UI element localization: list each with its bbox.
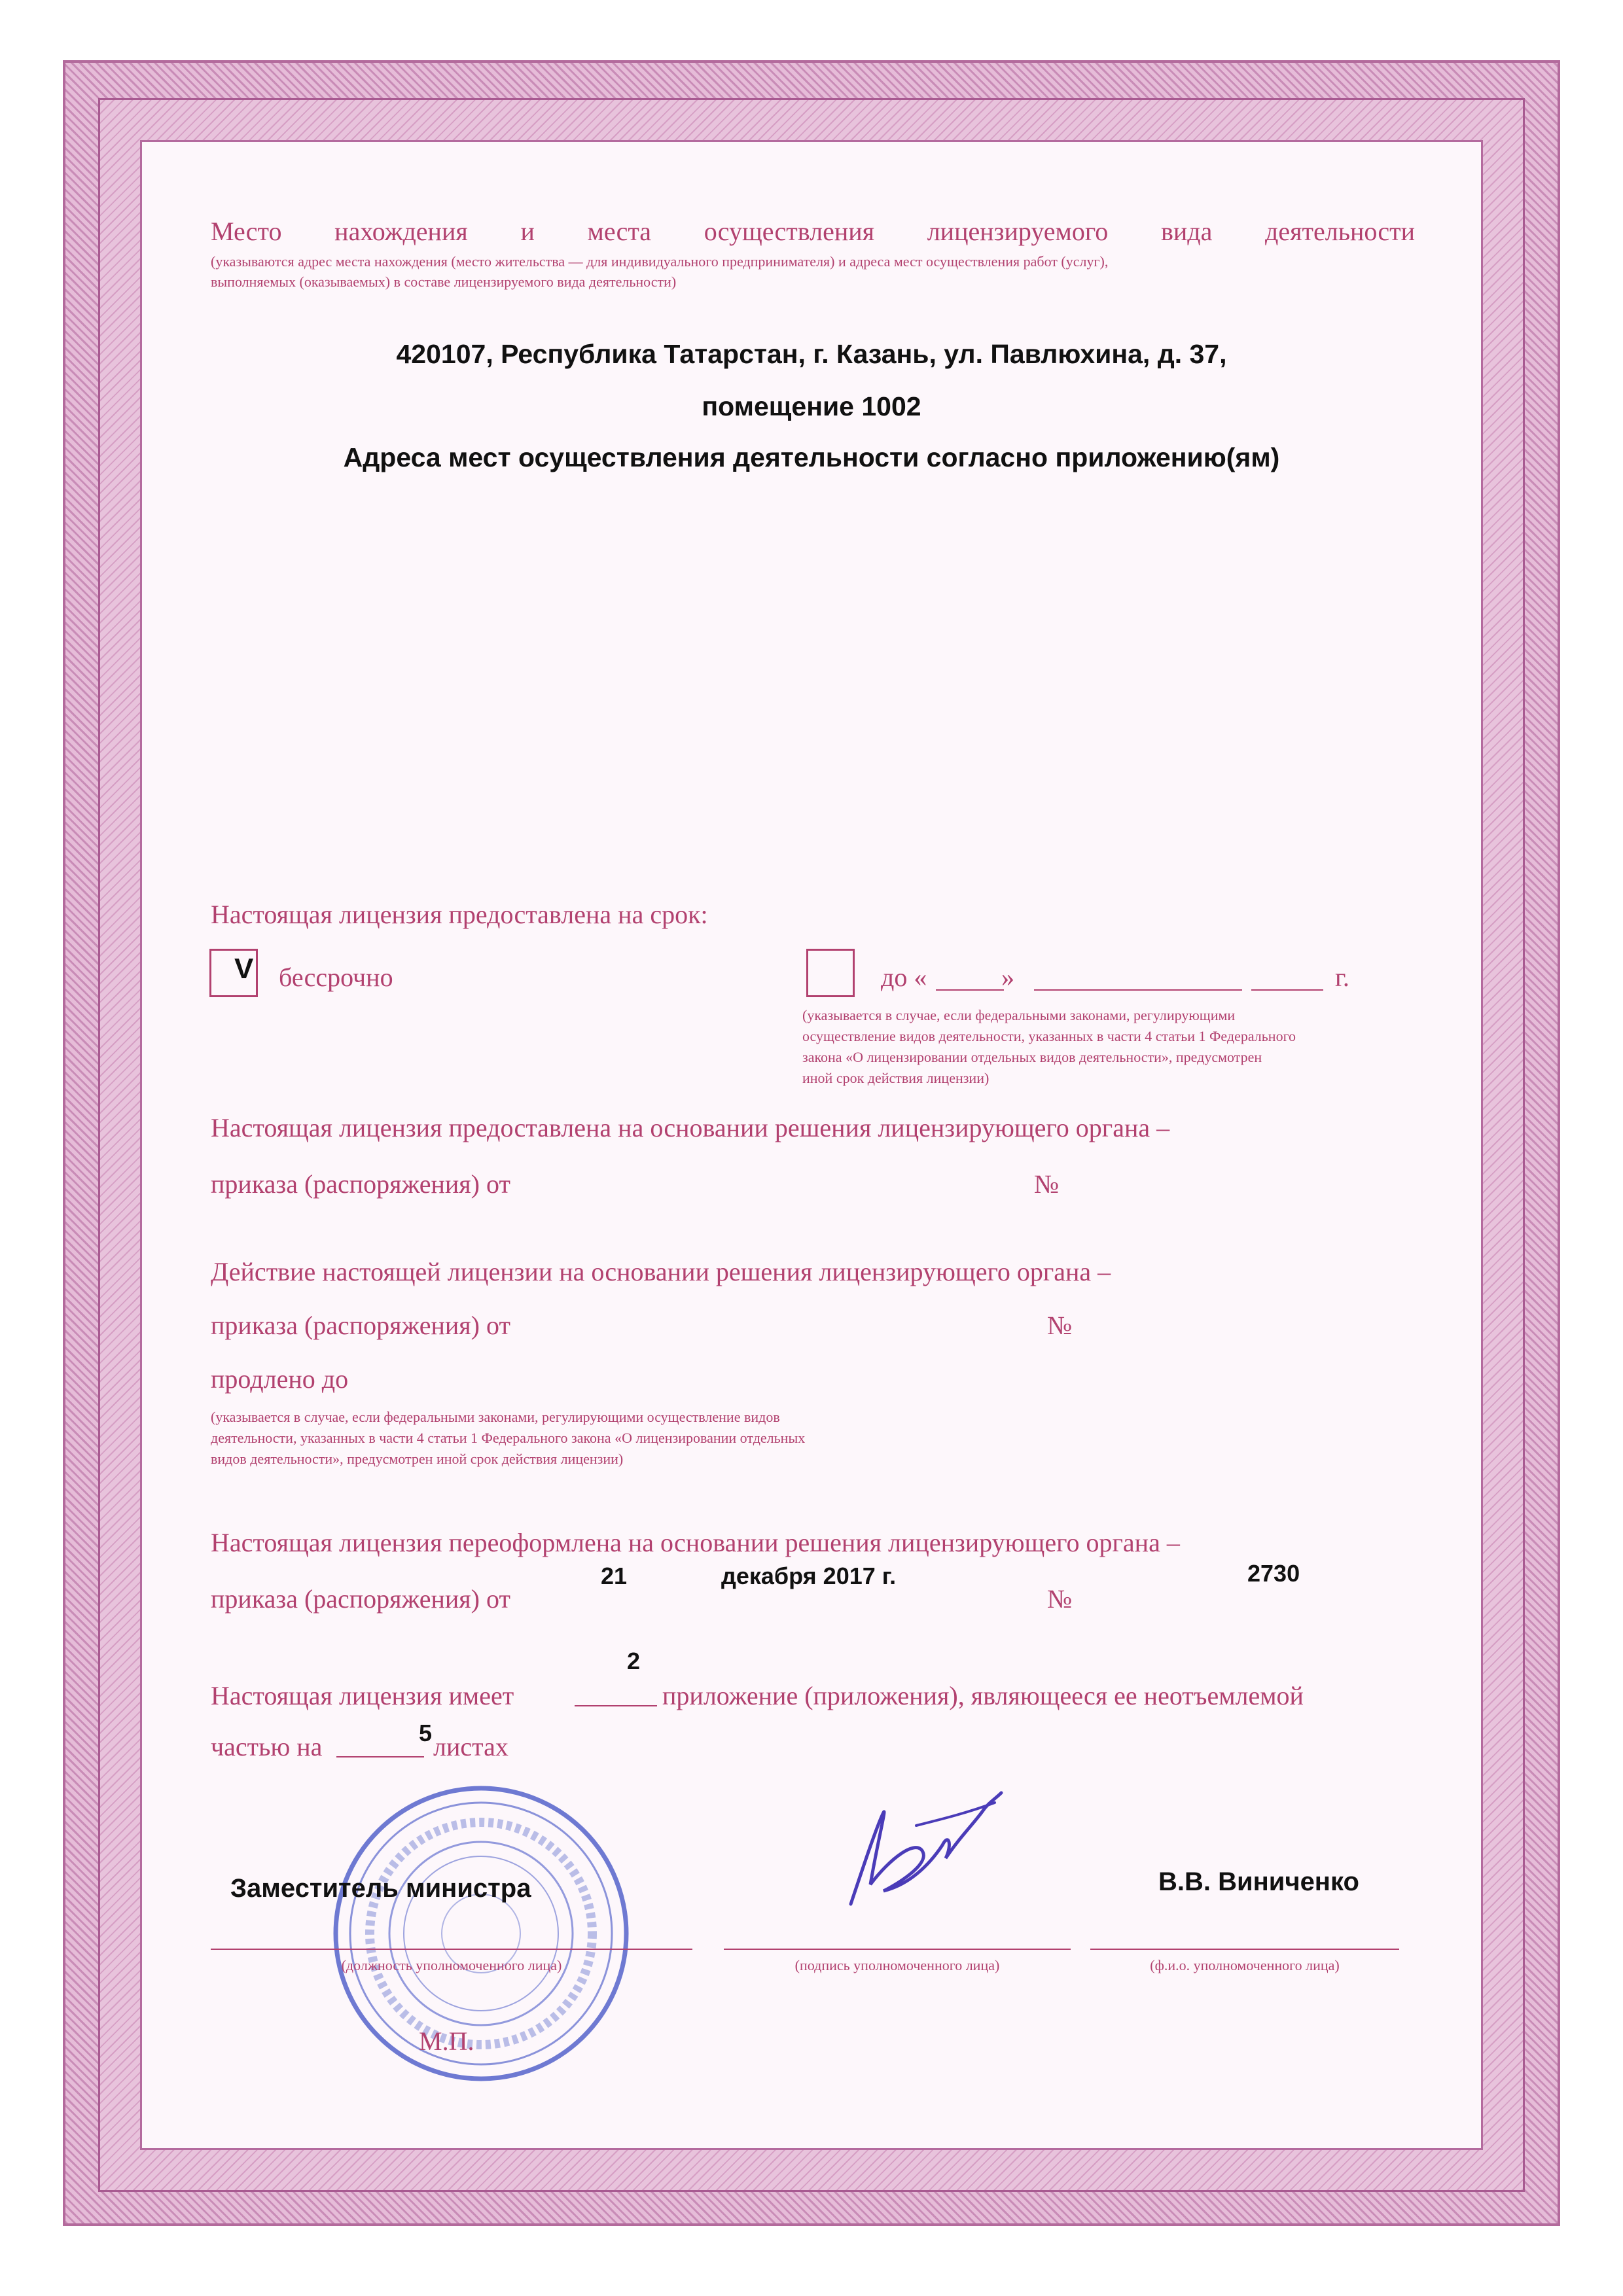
header-title-word: места	[587, 217, 652, 246]
caption-signature: (подпись уполномоченного лица)	[794, 1957, 1000, 1973]
basis-line-2: приказа (распоряжения) от	[211, 1169, 510, 1199]
caption-position: (должность уполномоченного лица)	[341, 1957, 562, 1973]
reissue-line-1: Настоящая лицензия переоформлена на основании решения лицензирующего органа –	[211, 1528, 1180, 1557]
position-line	[211, 1949, 692, 1950]
attachments-line2-suffix: листах	[433, 1732, 508, 1761]
header-title-word: Место	[211, 217, 282, 246]
header-title-word: и	[520, 217, 535, 246]
unlimited-label: бессрочно	[279, 963, 393, 992]
reissue-day: 21	[601, 1563, 628, 1589]
header-title-word: осуществления	[704, 217, 875, 246]
caption-name: (ф.и.о. уполномоченного лица)	[1150, 1957, 1340, 1973]
signatory-position: Заместитель министра	[230, 1874, 531, 1903]
until-day-line	[936, 989, 1004, 991]
stamp-place-label: М.П.	[419, 2026, 474, 2056]
reissue-month-year: декабря 2017 г.	[721, 1563, 897, 1589]
until-prefix: до «	[881, 963, 927, 992]
official-stamp	[327, 1780, 635, 2087]
extension-note-3: видов деятельности», предусмотрен иной срок действия лицензии)	[211, 1451, 624, 1467]
extension-number-label: №	[1047, 1311, 1073, 1340]
header-title-word: вида	[1160, 217, 1213, 246]
header-note-1: (указываются адрес места нахождения (место жительства — для индивидуального предпринимателя) и адреса мест осуществления работ (услуг),	[211, 253, 1109, 270]
attachments-count: 2	[627, 1648, 641, 1674]
until-month-line	[1034, 989, 1242, 991]
until-suffix: г.	[1335, 963, 1349, 992]
term-label: Настоящая лицензия предоставлена на срок:	[211, 900, 708, 929]
attachments-line2-prefix: частью на	[211, 1732, 323, 1761]
extension-line-2: приказа (распоряжения) от	[211, 1311, 510, 1340]
unlimited-check-mark: V	[234, 953, 254, 985]
attachments-count-line	[575, 1705, 657, 1706]
header-title-word: лицензируемого	[927, 217, 1109, 246]
attachments-sheets-line	[336, 1756, 424, 1757]
until-year-line	[1251, 989, 1323, 991]
term-note-3: закона «О лицензировании отдельных видов деятельности», предусмотрен	[802, 1049, 1262, 1065]
header-note-2: выполняемых (оказываемых) в составе лицензируемого вида деятельности)	[211, 274, 677, 290]
basis-number-label: №	[1034, 1169, 1060, 1199]
address-line-1: 420107, Республика Татарстан, г. Казань, ул. Павлюхина, д. 37,	[396, 339, 1227, 369]
signatory-name: В.В. Виниченко	[1158, 1867, 1359, 1896]
signature-line	[724, 1949, 1071, 1950]
extension-extended-label: продлено до	[211, 1364, 349, 1394]
address-line-3: Адреса мест осуществления деятельности согласно приложению(ям)	[343, 442, 1280, 472]
extension-note-2: деятельности, указанных в части 4 статьи 1 Федерального закона «О лицензировании отдельных	[211, 1430, 806, 1446]
until-mid: »	[1001, 963, 1014, 992]
signature-scribble	[838, 1786, 1008, 1917]
header-title	[211, 216, 1415, 247]
term-note-1: (указывается в случае, если федеральными законами, регулирующими	[802, 1007, 1236, 1023]
name-line	[1090, 1949, 1399, 1950]
address-line-2: помещение 1002	[702, 391, 921, 421]
term-note-2: осуществление видов деятельности, указанных в части 4 статьи 1 Федерального	[802, 1028, 1296, 1044]
attachments-sheets: 5	[419, 1720, 433, 1746]
attachments-prefix: Настоящая лицензия имеет	[211, 1681, 514, 1710]
basis-line-1: Настоящая лицензия предоставлена на основании решения лицензирующего органа –	[211, 1113, 1170, 1142]
attachments-middle: приложение (приложения), являющееся ее неотъемлемой	[662, 1681, 1304, 1710]
extension-line-1: Действие настоящей лицензии на основании решения лицензирующего органа –	[211, 1257, 1111, 1286]
reissue-number: 2730	[1247, 1560, 1300, 1587]
reissue-number-label: №	[1047, 1584, 1073, 1614]
until-checkbox[interactable]	[806, 949, 855, 997]
extension-note-1: (указывается в случае, если федеральными законами, регулирующими осуществление видов	[211, 1409, 780, 1425]
header-title-word: нахождения	[334, 217, 468, 246]
term-note-4: иной срок действия лицензии)	[802, 1070, 990, 1086]
reissue-line-2: приказа (распоряжения) от	[211, 1584, 510, 1614]
header-title-word: деятельности	[1265, 217, 1415, 246]
